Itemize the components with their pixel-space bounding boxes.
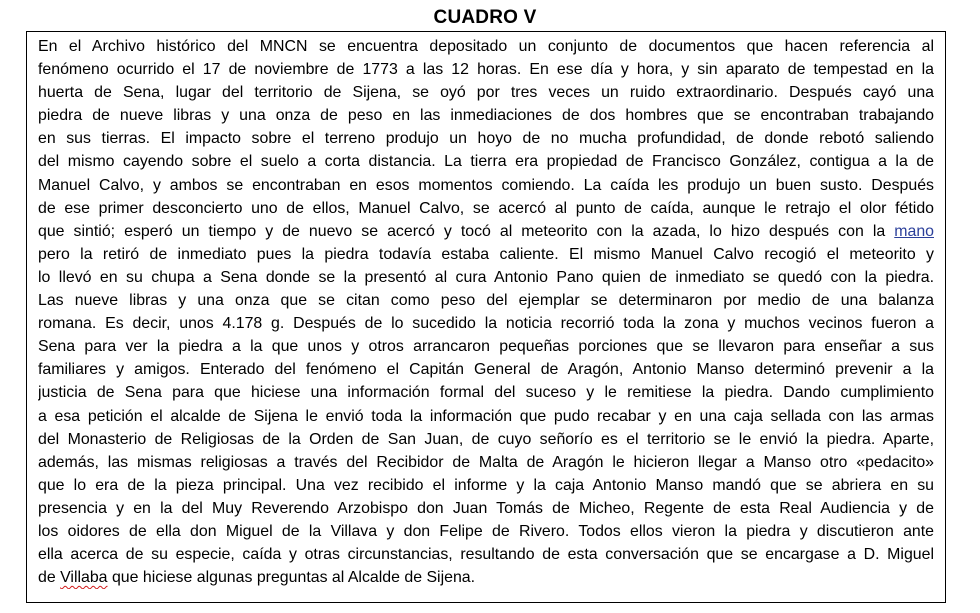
text-line: a esa petición el alcalde de Sijena le envió toda la información que pudo recabar y en una caja sellada con las armas bbox=[38, 407, 934, 425]
text-line: pero la retiró de inmediato pues la piedra todavía estaba caliente. El mismo Manuel Calvo recogió el meteorito y bbox=[38, 245, 934, 263]
text-line: En el Archivo histórico del MNCN se encuentra depositado un conjunto de documentos que hacen referencia al bbox=[38, 38, 934, 55]
text-line: los oidores de ella don Miguel de la Villava y don Felipe de Rivero. Todos ellos vieron la piedra y discutieron ante bbox=[38, 522, 934, 540]
text-line: lo llevó en su chupa a Sena donde se la presentó al cura Antonio Pano quien de inmediato se quedó con la piedra. bbox=[38, 268, 934, 286]
text-line: presencia y en la del Muy Reverendo Arzobispo don Juan Tomás de Micheo, Regente de esta Real Audiencia y de bbox=[38, 499, 934, 517]
text-line: Manuel Calvo, y ambos se encontraban en esos momentos comiendo. La caída les produjo un buen susto. Después bbox=[38, 176, 934, 194]
document-title: CUADRO V bbox=[433, 7, 537, 28]
text-line: del Monasterio de Religiosas de la Orden de San Juan, de cuyo señorío es el territorio se le envió la piedra. Aparte, bbox=[38, 430, 934, 448]
text-line: familiares y amigos. Enterado del fenómeno el Capitán General de Aragón, Antonio Manso determinó prevenir a la bbox=[38, 361, 934, 379]
text-line: que lo era de la pieza principal. Una vez recibido el informe y la caja Antonio Manso mandó que se abriera en su bbox=[38, 476, 934, 494]
text-line: de ese primer desconcierto uno de ellos, Manuel Calvo, se acercó al punto de caída, aunque le retrajo el olor fétido bbox=[38, 199, 934, 217]
text-line bbox=[38, 566, 934, 589]
text-box bbox=[26, 31, 946, 603]
misspelled-word[interactable]: Villaba bbox=[60, 569, 108, 587]
text-line: romana. Es decir, unos 4.178 g. Después de lo sucedido la noticia recorrió toda la zona y muchos vecinos fueron a bbox=[38, 315, 934, 333]
text-line: Sena para ver la piedra a la que unos y otros arrancaron pequeñas porciones que se llevaron para enseñar a sus bbox=[38, 338, 934, 356]
text-line: fenómeno ocurrido el 17 de noviembre de 1773 a las 12 horas. En ese día y hora, y sin aparato de tempestad en la bbox=[38, 61, 934, 79]
text-line: justicia de Sena para que hiciese una información formal del suceso y le remitiese la piedra. Dando cumplimiento bbox=[38, 384, 934, 402]
text-line: huerta de Sena, lugar del territorio de Sijena, se oyó por tres veces un ruido extraordinario. Después cayó una bbox=[38, 84, 934, 102]
hyperlink-mano[interactable]: mano bbox=[894, 222, 934, 240]
text-segment: de bbox=[38, 569, 56, 587]
text-line: piedra de nueve libras y una onza de peso en las inmediaciones de dos hombres que se encontraban trabajando bbox=[38, 107, 934, 125]
text-line: del mismo cayendo sobre el suelo a corta distancia. La tierra era propiedad de Francisco González, contigua a la de bbox=[38, 153, 934, 171]
text-line: Las nueve libras y una onza que se citan como peso del ejemplar se determinaron por medio de una balanza bbox=[38, 292, 934, 310]
text-line: además, las mismas religiosas a través del Recibidor de Malta de Aragón le hicieron llegar a Manso otro «pedacito» bbox=[38, 453, 934, 471]
text-line: en sus tierras. El impacto sobre el terreno produjo un hoyo de no mucha profundidad, de donde rebotó saliendo bbox=[38, 130, 934, 148]
text-segment: que sintió; esperó un tiempo y de nuevo se acercó y tocó al meteorito con la azada, lo hizo después con la bbox=[38, 222, 886, 240]
text-line bbox=[38, 220, 934, 243]
text-segment: que hiciese algunas preguntas al Alcalde de Sijena. bbox=[111, 569, 476, 587]
text-line: ella acerca de su especie, caída y otras circunstancias, resultando de esta conversación que se encargase a D. Miguel bbox=[38, 546, 934, 564]
